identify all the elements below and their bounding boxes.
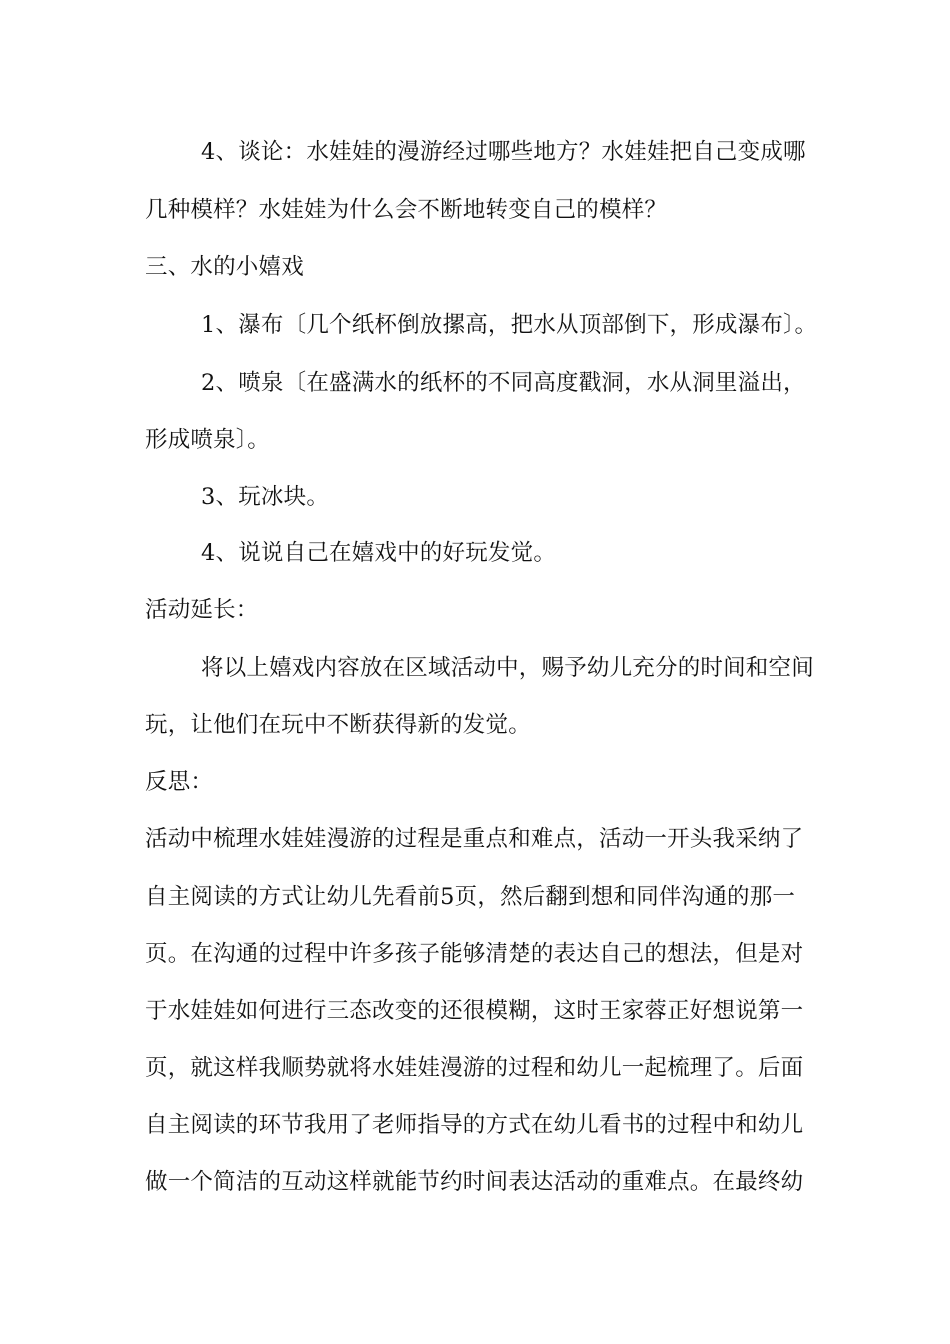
text-line: 3、玩冰块。: [201, 484, 330, 510]
text-line: 4、谈论：水娃娃的漫游经过哪些地方？水娃娃把自己变成哪: [201, 139, 806, 165]
text-line: 1、瀑布〔几个纸杯倒放摞高，把水从顶部倒下，形成瀑布〕。: [201, 312, 818, 338]
section-heading: 活动延长：: [145, 597, 259, 623]
text-line: 做一个简洁的互动这样就能节约时间表达活动的重难点。在最终幼: [145, 1169, 804, 1195]
text-line: 几种模样？水娃娃为什么会不断地转变自己的模样？: [145, 197, 668, 223]
text-line: 页，就这样我顺势就将水娃娃漫游的过程和幼儿一起梳理了。后面: [145, 1055, 804, 1081]
section-heading: 反思：: [145, 769, 214, 795]
text-line: 4、说说自己在嬉戏中的好玩发觉。: [201, 540, 557, 566]
text-line: 自主阅读的环节我用了老师指导的方式在幼儿看书的过程中和幼儿: [145, 1112, 804, 1138]
text-line: 2、喷泉〔在盛满水的纸杯的不同高度戳洞，水从洞里溢出，: [201, 370, 806, 396]
text-line: 页。在沟通的过程中许多孩子能够清楚的表达自己的想法，但是对: [145, 941, 804, 967]
text-line: 玩，让他们在玩中不断获得新的发觉。: [145, 712, 531, 738]
section-heading: 三、水的小嬉戏: [145, 254, 304, 280]
text-line: 将以上嬉戏内容放在区域活动中，赐予幼儿充分的时间和空间: [201, 655, 814, 681]
text-line: 于水娃娃如何进行三态改变的还很模糊，这时王家蓉正好想说第一: [145, 998, 804, 1024]
text-line: 自主阅读的方式让幼儿先看前5页，然后翻到想和同伴沟通的那一: [145, 884, 796, 910]
text-line: 形成喷泉〕。: [145, 427, 270, 453]
text-line: 活动中梳理水娃娃漫游的过程是重点和难点，活动一开头我采纳了: [145, 826, 804, 852]
